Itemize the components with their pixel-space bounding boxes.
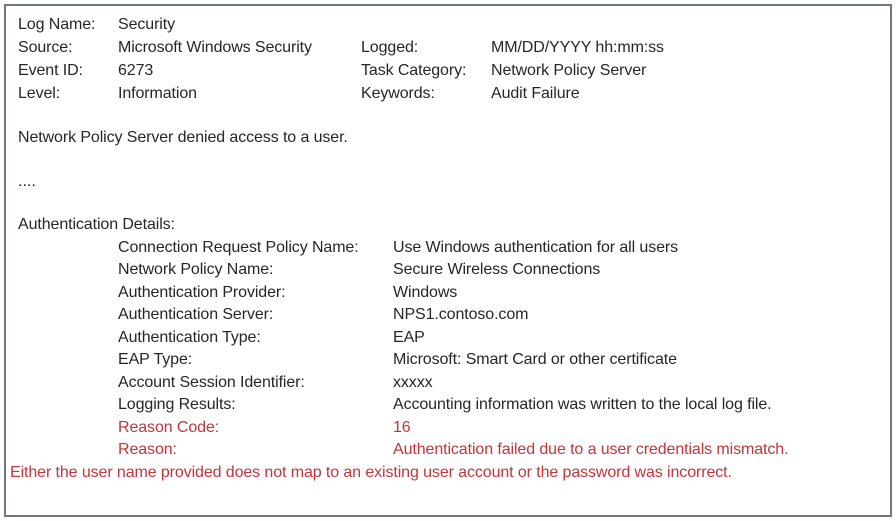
detail-label: Reason: bbox=[118, 441, 177, 458]
detail-value: Microsoft: Smart Card or other certificate bbox=[393, 351, 677, 368]
detail-value: Secure Wireless Connections bbox=[393, 261, 601, 278]
field-label-logged: Logged: bbox=[361, 39, 419, 56]
detail-label: Authentication Provider: bbox=[118, 283, 286, 301]
detail-row-logging-results bbox=[118, 394, 890, 417]
auth-details-list bbox=[6, 237, 890, 462]
field-value-task-category: Network Policy Server bbox=[491, 62, 647, 79]
detail-value: Use Windows authentication for all users bbox=[393, 238, 679, 256]
detail-row-authentication-type bbox=[118, 327, 890, 350]
detail-value: Authentication failed due to a user credentials mismatch. bbox=[393, 441, 789, 458]
field-label-source: Source: bbox=[18, 39, 73, 56]
reason-explanation: Either the user name provided does not map to an existing user account or the password was incorrect. bbox=[10, 463, 732, 481]
detail-row-authentication-provider bbox=[118, 282, 890, 305]
detail-row-reason bbox=[118, 439, 890, 462]
event-description: Network Policy Server denied access to a user. bbox=[18, 129, 348, 146]
field-label-level: Level: bbox=[18, 85, 61, 102]
field-value-level: Information bbox=[118, 85, 197, 102]
detail-row-account-session-identifier bbox=[118, 372, 890, 395]
field-value-keywords: Audit Failure bbox=[491, 85, 580, 102]
field-label-task-category: Task Category: bbox=[361, 62, 467, 79]
detail-row-network-policy-name bbox=[118, 259, 890, 282]
field-label-event-id: Event ID: bbox=[18, 62, 83, 79]
field-value-log-name: Security bbox=[118, 16, 175, 33]
detail-label: Logging Results: bbox=[118, 396, 236, 413]
event-header bbox=[6, 6, 890, 105]
detail-label: Authentication Server: bbox=[118, 306, 274, 323]
detail-row-eap-type bbox=[118, 349, 890, 372]
detail-label: Account Session Identifier: bbox=[118, 373, 305, 391]
field-label-log-name: Log Name: bbox=[18, 16, 96, 33]
detail-label: Authentication Type: bbox=[118, 328, 261, 346]
detail-label: EAP Type: bbox=[118, 351, 193, 368]
field-value-logged: MM/DD/YYYY hh:mm:ss bbox=[491, 39, 664, 56]
field-value-source: Microsoft Windows Security bbox=[118, 39, 312, 56]
header-spacer bbox=[361, 13, 491, 36]
field-value-event-id: 6273 bbox=[118, 62, 154, 79]
detail-value: Accounting information was written to the local log file. bbox=[393, 396, 772, 413]
detail-row-authentication-server bbox=[118, 304, 890, 327]
detail-value: Windows bbox=[393, 283, 458, 301]
detail-value: xxxxx bbox=[393, 373, 433, 391]
event-log-panel bbox=[4, 4, 892, 517]
field-label-keywords: Keywords: bbox=[361, 85, 435, 102]
ellipsis-line: .... bbox=[18, 172, 36, 190]
detail-value: 16 bbox=[393, 418, 411, 436]
detail-row-connection-request-policy bbox=[118, 237, 890, 260]
detail-row-reason-code bbox=[118, 417, 890, 440]
auth-details-title: Authentication Details: bbox=[18, 216, 175, 233]
detail-value: EAP bbox=[393, 328, 425, 346]
detail-label: Connection Request Policy Name: bbox=[118, 238, 359, 256]
detail-label: Network Policy Name: bbox=[118, 261, 274, 278]
detail-label: Reason Code: bbox=[118, 418, 220, 436]
header-spacer bbox=[491, 13, 890, 36]
detail-value: NPS1.contoso.com bbox=[393, 306, 529, 323]
